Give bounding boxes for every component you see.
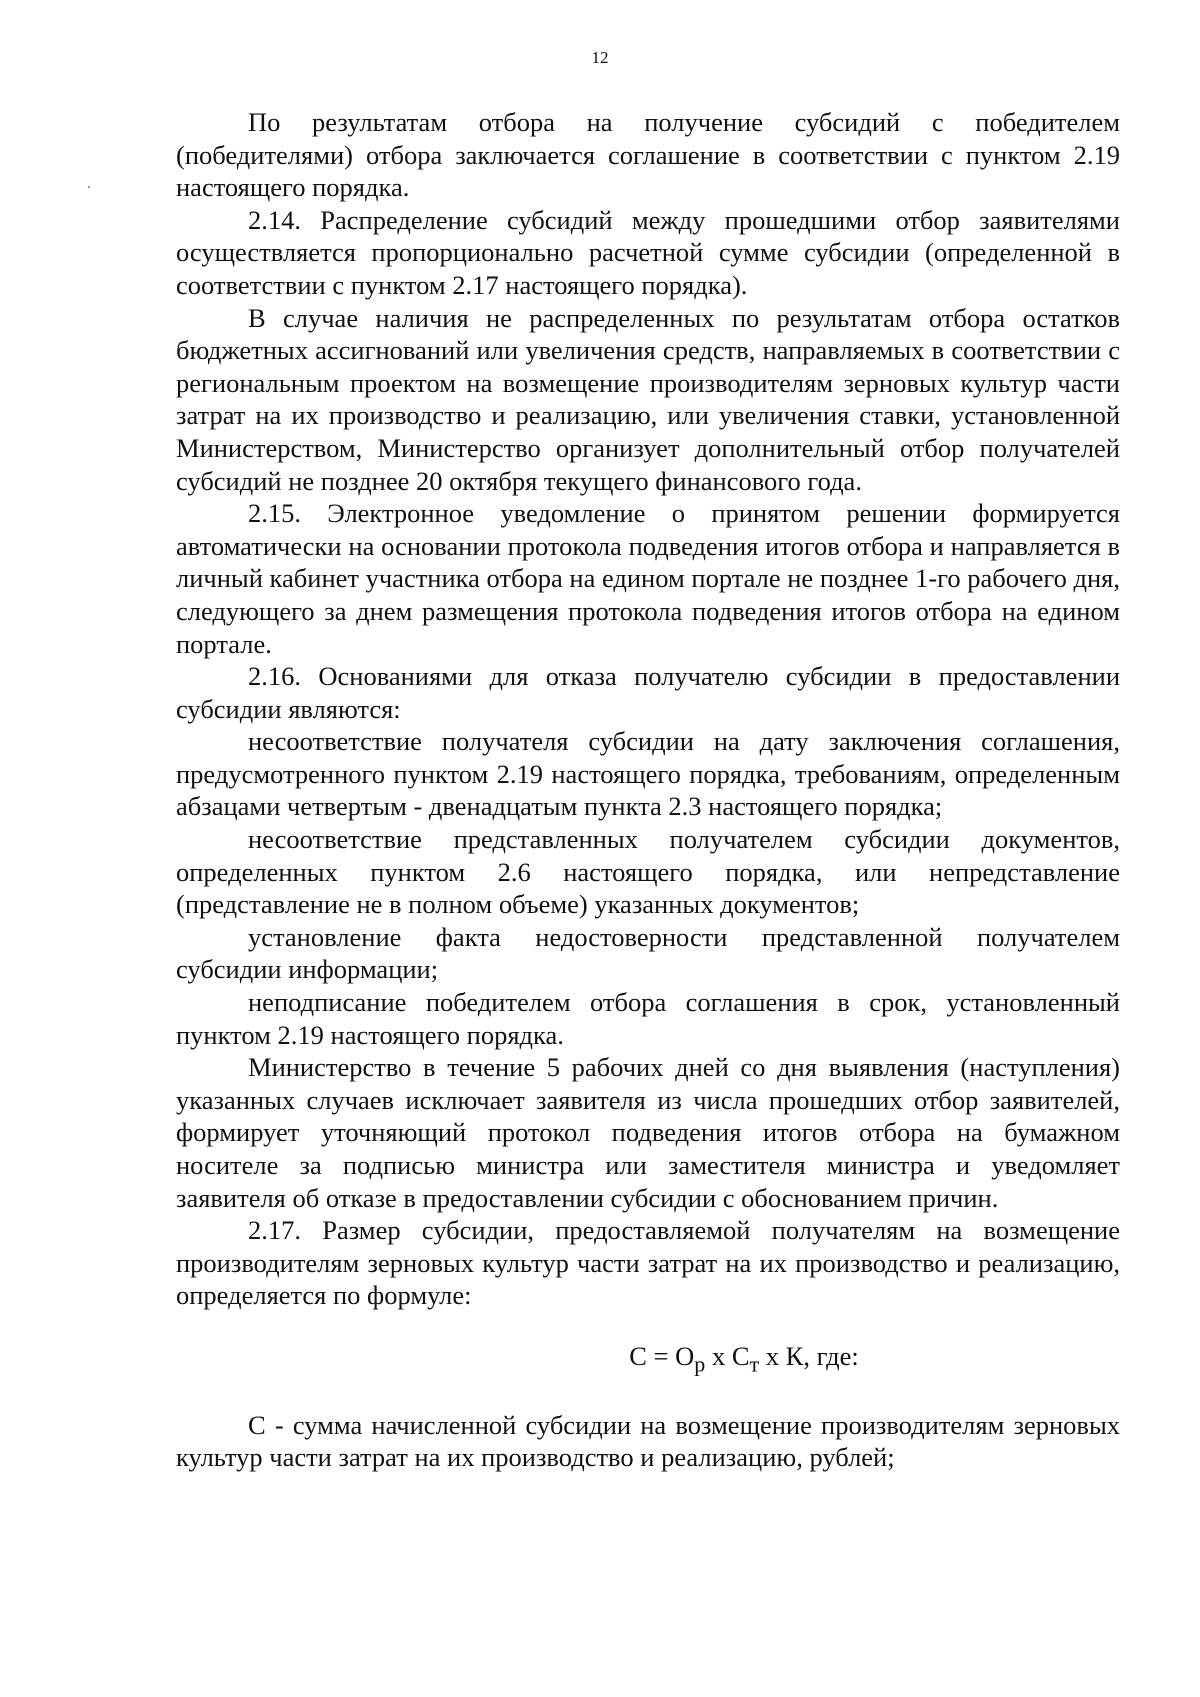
paragraph: По результатам отбора на получение субсидий с победителем (победителями) отбора заключается соглашение в соответствии с пунктом 2.19 настоящего порядка. [176,107,1120,203]
formula-sub-t: т [749,1351,760,1377]
paragraph: В случае наличия не распределенных по результатам отбора остатков бюджетных ассигнований или увеличения средств, направляемых в соответствии с региональным проектом на возмещение производителям зерновых культур части затрат на их производство и реализацию, или увеличения ставки, установленной Министерством, Министерство организует дополнительный отбор получателей субсидий не позднее 20 октября текущего финансового года. [176,302,1120,496]
paragraph: 2.16. Основаниями для отказа получателю субсидии в предоставлении субсидии являются: [176,661,1120,724]
formula-c: С [629,1340,647,1371]
page-number: 12 [591,48,609,67]
formula-eq: = О [646,1340,695,1371]
paragraph: 2.14. Распределение субсидий между прошедшими отбор заявителями осуществляется пропорционально расчетной сумме субсидии (определенной в соответствии с пунктом 2.17 настоящего порядка). [176,204,1120,300]
formula-x1: х С [705,1340,750,1371]
document-body [176,106,1120,1474]
paragraph: установление факта недостоверности представленной получателем субсидии информации; [176,921,1120,985]
formula [176,1340,1120,1381]
paragraph: 2.17. Размер субсидии, предоставляемой получателям на возмещение производителям зерновых культур части затрат на их производство и реализацию, определяется по формуле: [176,1215,1120,1311]
formula-sub-p: р [694,1351,706,1377]
scan-speck [88,186,90,188]
paragraph: несоответствие получателя субсидии на дату заключения соглашения, предусмотренного пунктом 2.19 настоящего порядка, требованиям, определенным абзацами четвертым - двенадцатым пункта 2.3 настоящего порядка; [176,726,1120,822]
paragraph: 2.15. Электронное уведомление о принятом решении формируется автоматически на основании протокола подведения итогов отбора и направляется в личный кабинет участника отбора на едином портале не позднее 1-го рабочего дня, следующего за днем размещения протокола подведения итогов отбора на едином портале. [176,498,1120,659]
formula-rest: х К, где: [759,1340,859,1371]
paragraph: несоответствие представленных получателем субсидии документов, определенных пунктом 2.6 настоящего порядка, или непредставление (представление не в полном объеме) указанных документов; [176,824,1120,920]
paragraph: неподписание победителем отбора соглашения в срок, установленный пунктом 2.19 настоящего порядка. [176,987,1120,1050]
paragraph: Министерство в течение 5 рабочих дней со дня выявления (наступления) указанных случаев исключает заявителя из числа прошедших отбор заявителей, формирует уточняющий протокол подведения итогов отбора на бумажном носителе за подписью министра или заместителя министра и уведомляет заявителя об отказе в предоставлении субсидии с обоснованием причин. [176,1052,1120,1213]
definition: С - сумма начисленной субсидии на возмещение производителям зерновых культур части затрат на их производство и реализацию, рублей; [176,1409,1120,1473]
